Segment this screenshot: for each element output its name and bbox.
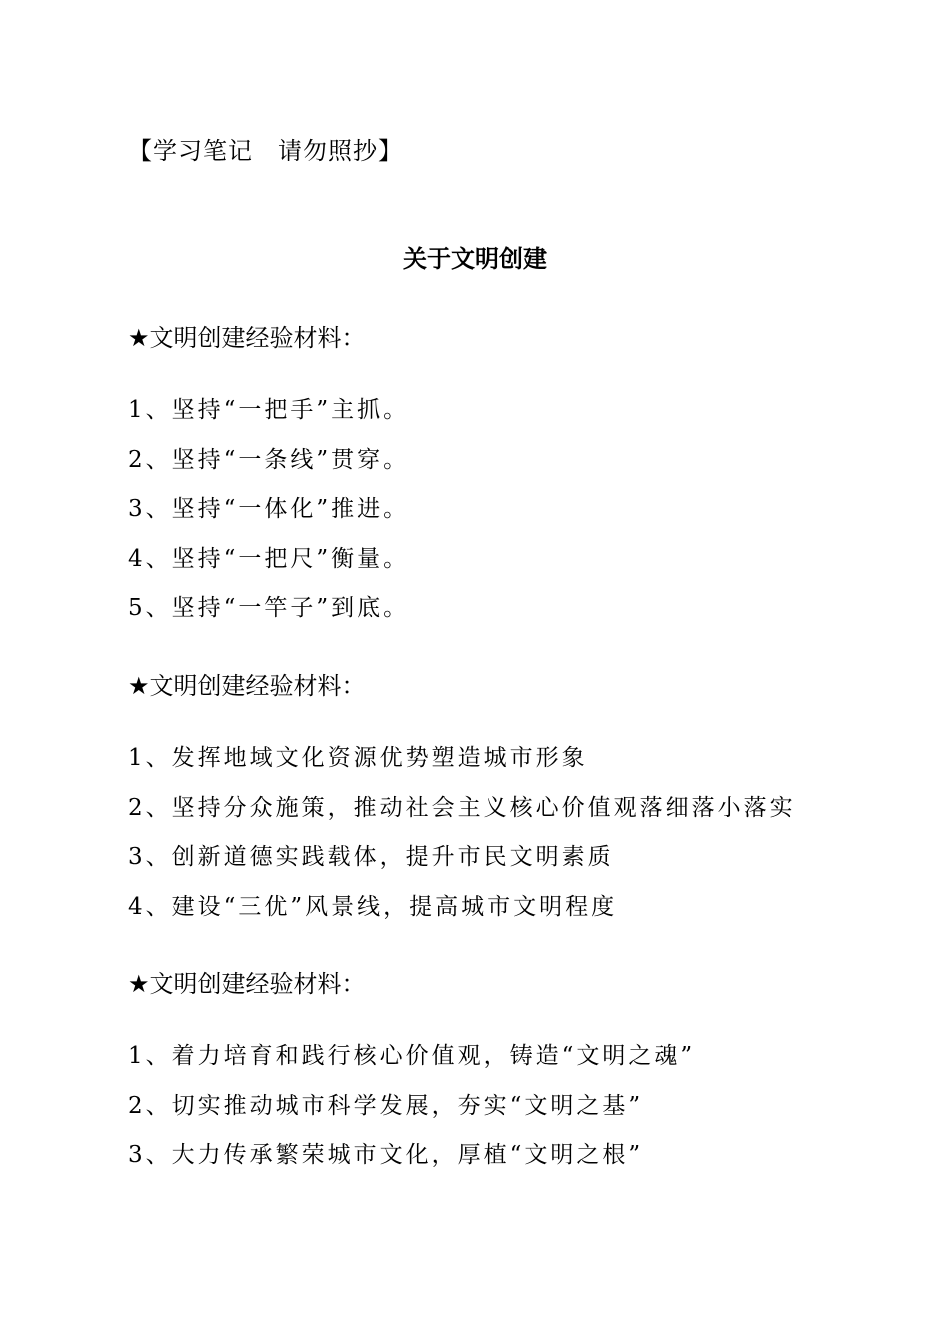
list-item: 5、坚持“一竿子”到底。 [128, 595, 410, 621]
section-heading: ★文明创建经验材料： [128, 324, 366, 352]
list-item: 1、坚持“一把手”主抓。 [128, 397, 410, 423]
list-item: 1、发挥地域文化资源优势塑造城市形象 [128, 745, 588, 771]
experience-section-2 [128, 670, 908, 940]
experience-section-3 [128, 968, 908, 1189]
document-title: 关于文明创建 [403, 244, 547, 273]
list-item: 3、坚持“一体化”推进。 [128, 496, 410, 522]
section-heading: ★文明创建经验材料： [128, 672, 366, 700]
list-item: 2、坚持“一条线”贯穿。 [128, 446, 410, 473]
item-list [128, 394, 908, 624]
experience-section-1 [128, 322, 908, 642]
list-item: 2、坚持分众施策，推动社会主义核心价值观落细落小落实 [128, 794, 796, 821]
item-list [128, 1040, 908, 1171]
header-note: 【学习笔记 请勿照抄】 [128, 137, 403, 165]
list-item: 1、着力培育和践行核心价值观，铸造“文明之魂” [128, 1043, 696, 1069]
list-item: 2、切实推动城市科学发展，夯实“文明之基” [128, 1092, 644, 1119]
section-heading: ★文明创建经验材料： [128, 970, 366, 998]
list-item: 3、大力传承繁荣城市文化，厚植“文明之根” [128, 1142, 644, 1168]
item-list [128, 742, 908, 923]
list-item: 4、建设“三优”风景线，提高城市文明程度 [128, 893, 618, 920]
list-item: 4、坚持“一把尺”衡量。 [128, 545, 410, 572]
list-item: 3、创新道德实践载体，提升市民文明素质 [128, 844, 614, 870]
